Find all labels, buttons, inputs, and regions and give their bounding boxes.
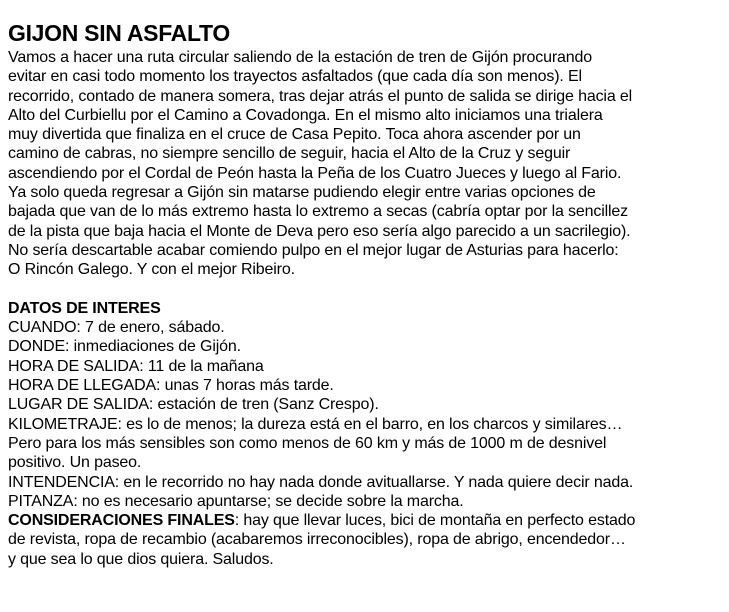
text-line: evitar en casi todo momento los trayectos asfaltados (que cada día son menos). El [8,68,582,86]
text-line: Ya solo queda regresar a Gijón sin matarse pudiendo elegir entre varias opciones de [8,184,596,202]
text-line: No sería descartable acabar comiendo pulpo en el mejor lugar de Asturias para hacerlo: [8,241,619,259]
datos-item: INTENDENCIA: en le recorrido no hay nada donde avituallarse. Y nada quiere decir nada. [8,473,634,491]
intro-paragraph [8,48,729,280]
text-line: muy divertida que finaliza en el cruce de Casa Pepito. Toca ahora ascender por un [8,126,581,144]
text-line: camino de cabras, no siempre sencillo de seguir, hacia el Alto de la Cruz y seguir [8,145,571,163]
datos-item: LUGAR DE SALIDA: estación de tren (Sanz Crespo). [8,396,379,414]
datos-item: PITANZA: no es necesario apuntarse; se decide sobre la marcha. [8,492,464,510]
consideraciones-text: y que sea lo que dios quiera. Saludos. [8,550,274,568]
datos-item: HORA DE LLEGADA: unas 7 horas más tarde. [8,377,334,395]
datos-section [8,299,729,569]
text-line: bajada que van de lo más extremo hasta lo extremo a secas (cabría optar por la sencillez [8,203,629,221]
consideraciones-label: CONSIDERACIONES FINALES [8,512,235,530]
datos-item: CUANDO: 7 de enero, sábado. [8,319,225,337]
datos-heading: DATOS DE INTERES [8,299,161,317]
text-line: de la pista que baja hacia el Monte de Deva pero eso sería algo parecido a un sacrilegio). [8,222,631,240]
datos-item: positivo. Un paseo. [8,454,142,472]
datos-item: Pero para los más sensibles son como menos de 60 km y más de 1000 m de desnivel [8,434,607,452]
consideraciones-text: : hay que llevar luces, bici de montaña en perfecto estado [234,512,636,530]
datos-item: HORA DE SALIDA: 11 de la mañana [8,357,264,375]
text-line: Alto del Curbiellu por el Camino a Covadonga. En el mismo alto iniciamos una trialera [8,106,603,124]
text-line: O Rincón Galego. Y con el mejor Ribeiro. [8,261,295,279]
consideraciones-line [8,511,729,530]
text-line: Vamos a hacer una ruta circular saliendo de la estación de tren de Gijón procurando [8,49,593,66]
page-title: GIJON SIN ASFALTO [8,20,230,46]
datos-item: KILOMETRAJE: es lo de menos; la dureza está en el barro, en los charcos y similares… [8,415,623,433]
text-line: recorrido, contado de manera somera, tras dejar atrás el punto de salida se dirige hacia el [8,87,633,105]
datos-item: DONDE: inmediaciones de Gijón. [8,338,241,356]
text-line: ascendiendo por el Cordal de Peón hasta la Peña de los Cuatro Jueces y luego al Fario. [8,164,622,182]
consideraciones-text: de revista, ropa de recambio (acabaremos irreconocibles), ropa de abrigo, encendedor… [8,531,626,549]
